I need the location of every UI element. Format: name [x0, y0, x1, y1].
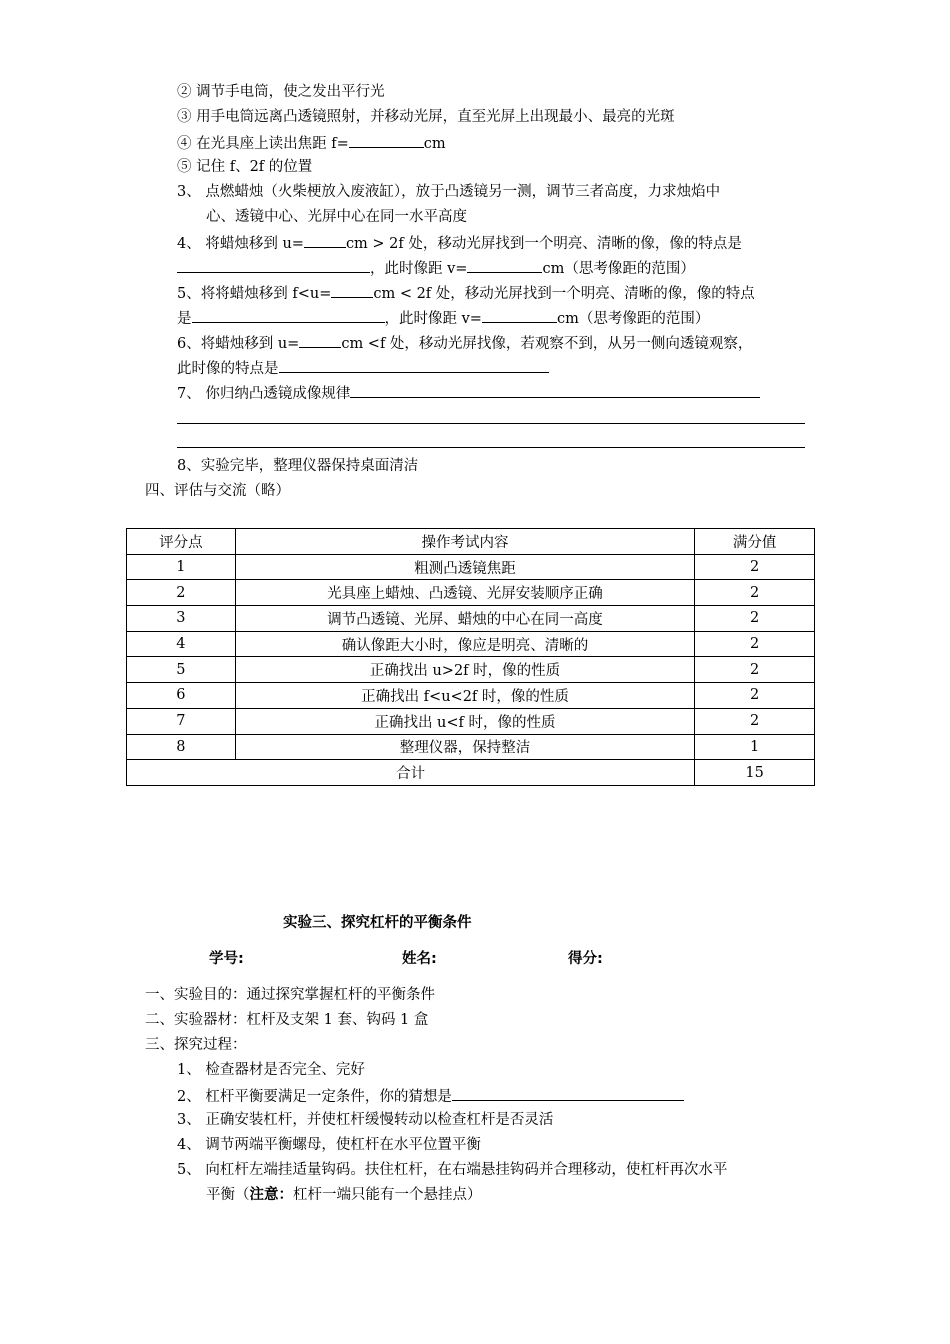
text: ④ 在光具座上读出焦距 f= [177, 136, 349, 152]
table-row [127, 683, 815, 709]
table-cell: 2 [127, 580, 236, 606]
table-row [127, 631, 815, 657]
v-blank-2[interactable] [482, 308, 557, 323]
process-step-3: 3、 正确安装杠杆，并使杠杆缓慢转动以检查杠杆是否灵活 [177, 1112, 554, 1128]
process-step-5-line1: 5、 向杠杆左端挂适量钩码。扶住杠杆，在右端悬挂钩码并合理移动，使杠杆再次水平 [177, 1162, 728, 1178]
table-cell: 粗测凸透镜焦距 [235, 554, 694, 580]
table-cell: 2 [695, 554, 815, 580]
step5-line1 [177, 283, 755, 303]
section-4-heading: 四、评估与交流（略） [145, 483, 290, 499]
process-step-2 [177, 1086, 684, 1106]
u-blank-2[interactable] [331, 283, 373, 298]
score-label: 得分: [568, 951, 603, 967]
step3-line2: 心、透镜中心、光屏中心在同一水平高度 [206, 209, 467, 225]
step4-line1 [177, 233, 742, 253]
experiment-equipment: 二、实验器材：杠杆及支架 1 套、钩码 1 盒 [145, 1012, 429, 1028]
table-row [127, 708, 815, 734]
step5-line2 [177, 308, 709, 328]
text: 6、将蜡烛移到 u= [177, 336, 300, 352]
text: 7、 你归纳凸透镜成像规律 [177, 386, 351, 402]
text: 杠杆一端只能有一个悬挂点） [293, 1187, 482, 1203]
answer-line-1[interactable] [177, 423, 805, 424]
table-cell: 2 [695, 657, 815, 683]
step3-line1: 3、 点燃蜡烛（火柴梗放入废液缸），放于凸透镜另一测，调节三者高度，力求烛焰中 [177, 184, 721, 200]
table-cell: 8 [127, 734, 236, 760]
table-cell: 光具座上蜡烛、凸透镜、光屏安装顺序正确 [235, 580, 694, 606]
table-row [127, 734, 815, 760]
step6-line2 [177, 358, 549, 378]
table-cell: 5 [127, 657, 236, 683]
text: ，此时像距 v= [370, 261, 468, 277]
step6-line1 [177, 333, 752, 353]
table-cell: 调节凸透镜、光屏、蜡烛的中心在同一高度 [235, 606, 694, 632]
table-cell: 1 [695, 734, 815, 760]
total-value-cell: 15 [695, 760, 815, 786]
text: 5、将将蜡烛移到 f<u= [177, 286, 332, 302]
total-label-cell: 合计 [127, 760, 695, 786]
table-cell: 正确找出 f<u<2f 时，像的性质 [235, 683, 694, 709]
text: 此时像的特点是 [177, 361, 279, 377]
text: ，此时像距 v= [384, 311, 482, 327]
table-cell: 正确找出 u>2f 时，像的性质 [235, 657, 694, 683]
note-label: 注意： [249, 1186, 293, 1203]
table-cell: 3 [127, 606, 236, 632]
text: 是 [177, 311, 192, 327]
image-feature-blank-3[interactable] [279, 358, 549, 373]
table-header-cell: 评分点 [127, 529, 236, 555]
table-row [127, 554, 815, 580]
u-blank-3[interactable] [299, 333, 341, 348]
step-2-adjust-flashlight: ② 调节手电筒，使之发出平行光 [177, 84, 385, 100]
process-step-4: 4、 调节两端平衡螺母，使杠杆在水平位置平衡 [177, 1137, 481, 1153]
student-id-label: 学号: [209, 951, 244, 967]
answer-line-2[interactable] [177, 447, 805, 448]
table-cell: 2 [695, 606, 815, 632]
table-cell: 1 [127, 554, 236, 580]
table-header-cell: 满分值 [695, 529, 815, 555]
process-step-1: 1、 检查器材是否完全、完好 [177, 1062, 365, 1078]
experiment-process-heading: 三、探究过程： [145, 1037, 247, 1053]
table-header-row [127, 529, 815, 555]
table-row [127, 580, 815, 606]
name-label: 姓名: [402, 951, 437, 967]
process-step-5-line2 [206, 1186, 482, 1204]
text: cm <f 处，移动光屏找像，若观察不到，从另一侧向透镜观察， [341, 336, 753, 352]
table-cell: 2 [695, 708, 815, 734]
step-4-read-focal-length [177, 133, 446, 153]
text: 4、 将蜡烛移到 u= [177, 236, 304, 252]
hypothesis-blank[interactable] [452, 1086, 684, 1101]
table-cell: 7 [127, 708, 236, 734]
text: 2、 杠杆平衡要满足一定条件，你的猜想是 [177, 1089, 452, 1105]
text: cm > 2f 处，移动光屏找到一个明亮、清晰的像，像的特点是 [345, 236, 742, 252]
table-cell: 4 [127, 631, 236, 657]
step-3-shine-flashlight: ③ 用手电筒远离凸透镜照射，并移动光屏，直至光屏上出现最小、最亮的光斑 [177, 109, 675, 125]
table-total-row [127, 760, 815, 786]
table-cell: 2 [695, 683, 815, 709]
experiment-purpose: 一、实验目的：通过探究掌握杠杆的平衡条件 [145, 987, 435, 1003]
table-cell: 正确找出 u<f 时，像的性质 [235, 708, 694, 734]
table-cell: 整理仪器，保持整洁 [235, 734, 694, 760]
image-feature-blank-1[interactable] [177, 258, 370, 273]
table-cell: 2 [695, 631, 815, 657]
table-cell: 2 [695, 580, 815, 606]
experiment-3-title: 实验三、探究杠杆的平衡条件 [283, 915, 472, 931]
table-row [127, 606, 815, 632]
score-table [126, 528, 815, 786]
u-blank-1[interactable] [304, 233, 346, 248]
v-blank-1[interactable] [467, 258, 542, 273]
focal-length-blank[interactable] [349, 133, 424, 148]
table-cell: 6 [127, 683, 236, 709]
text: 平衡（ [206, 1187, 250, 1203]
step7-line1 [177, 383, 760, 403]
step-5-remember-positions: ⑤ 记住 f、2f 的位置 [177, 159, 313, 175]
imaging-law-blank[interactable] [350, 383, 760, 398]
table-cell: 确认像距大小时，像应是明亮、清晰的 [235, 631, 694, 657]
text: cm < 2f 处，移动光屏找到一个明亮、清晰的像，像的特点 [373, 286, 755, 302]
text: cm（思考像距的范围） [556, 311, 710, 327]
text: cm [423, 136, 446, 152]
table-row [127, 657, 815, 683]
text: cm（思考像距的范围） [542, 261, 695, 277]
table-header-cell: 操作考试内容 [235, 529, 694, 555]
step8: 8、实验完毕，整理仪器保持桌面清洁 [177, 458, 419, 474]
image-feature-blank-2[interactable] [192, 308, 385, 323]
step4-line2 [177, 258, 695, 278]
